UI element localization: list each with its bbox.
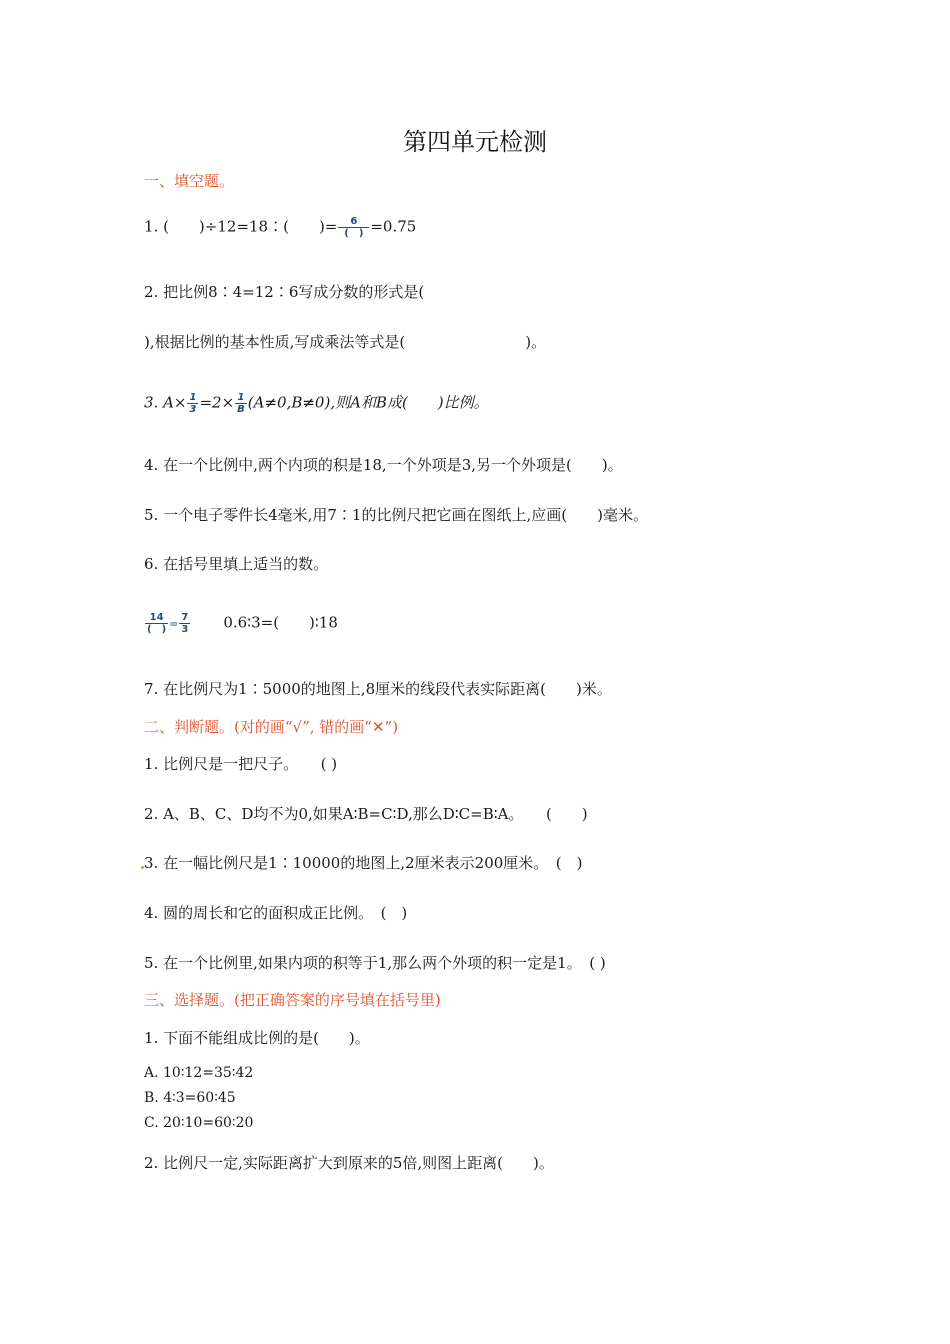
fill-q1-text-a: 1. ( )÷12=18∶( )=: [144, 217, 338, 236]
fill-q3-fraction-2: [235, 392, 247, 415]
judge-question-4: 4. 圆的周长和它的面积成正比例。 ( ): [144, 904, 408, 922]
fill-q6-frac2-num: 7: [181, 612, 189, 623]
fill-question-6: 6. 在括号里填上适当的数。: [144, 555, 329, 573]
fill-question-4: 4. 在一个比例中,两个内项的积是18,一个外项是3,另一个外项是( )。: [144, 456, 623, 474]
fill-q3-fraction-1: [187, 392, 198, 415]
section-fill-heading: 一、填空题。: [144, 172, 235, 190]
choice-q1-option-c: C. 20∶10=60∶20: [144, 1115, 254, 1131]
fill-q3-frac2-den: B: [237, 404, 245, 415]
fill-question-7: 7. 在比例尺为1∶5000的地图上,8厘米的线段代表实际距离( )米。: [144, 680, 612, 698]
section-judge-heading: 二、判断题。(对的画“√”, 错的画“✕”): [144, 718, 399, 736]
judge-question-3: 3. 在一幅比例尺是1∶10000的地图上,2厘米表示200厘米。 ( ): [144, 854, 583, 872]
fill-q1-text-b: =0.75: [370, 217, 417, 236]
choice-q1-option-b: B. 4∶3=60∶45: [144, 1090, 236, 1106]
choice-q1-option-a: A. 10∶12=35∶42: [144, 1065, 254, 1081]
fill-q3-frac1-num: 1: [189, 392, 197, 403]
fill-question-5: 5. 一个电子零件长4毫米,用7∶1的比例尺把它画在图纸上,应画( )毫米。: [144, 506, 648, 524]
fill-q6-equals: =: [169, 617, 179, 631]
fill-q3-text-a: 3. A×: [144, 393, 187, 412]
fill-question-6-items: [144, 612, 338, 635]
fill-q3-text-b: =2×: [199, 393, 235, 412]
fill-q6-frac1-num: 14: [145, 612, 168, 624]
fill-q6-fraction-1: [145, 612, 168, 635]
fill-q3-text-c: (A≠0,B≠0),则A和B成( )比例。: [247, 393, 489, 412]
section-choice-heading: 三、选择题。(把正确答案的序号填在括号里): [144, 991, 441, 1009]
fill-q1-frac-num: 6: [338, 216, 369, 228]
fill-question-2a: 2. 把比例8∶4=12∶6写成分数的形式是(: [144, 283, 425, 301]
fill-question-2b: ),根据比例的基本性质,写成乘法等式是( )。: [144, 333, 547, 351]
fill-q6-frac2-den: 3: [181, 624, 189, 635]
fill-q3-frac2-num: 1: [235, 392, 247, 404]
fill-q6-frac1-den: ( ): [147, 624, 167, 635]
fill-q1-fraction: [338, 216, 369, 239]
page-title: 第四单元检测: [403, 128, 547, 156]
choice-question-1: 1. 下面不能组成比例的是( )。: [144, 1029, 370, 1047]
choice-question-2: 2. 比例尺一定,实际距离扩大到原来的5倍,则图上距离( )。: [144, 1154, 554, 1172]
judge-question-5: 5. 在一个比例里,如果内项的积等于1,那么两个外项的积一定是1。 ( ): [144, 954, 606, 972]
fill-q6-text-b: 0.6∶3=( )∶18: [223, 613, 338, 632]
fill-q3-frac1-den: 3: [189, 404, 197, 415]
fill-q1-frac-den: ( ): [344, 228, 364, 239]
fill-question-3: [144, 392, 489, 415]
judge-question-1: 1. 比例尺是一把尺子。 ( ): [144, 755, 338, 773]
fill-question-1: [144, 216, 416, 239]
fill-q6-fraction-2: [179, 612, 190, 635]
judge-question-2: 2. A、B、C、D均不为0,如果A∶B=C∶D,那么D∶C=B∶A。 ( ): [144, 805, 588, 823]
